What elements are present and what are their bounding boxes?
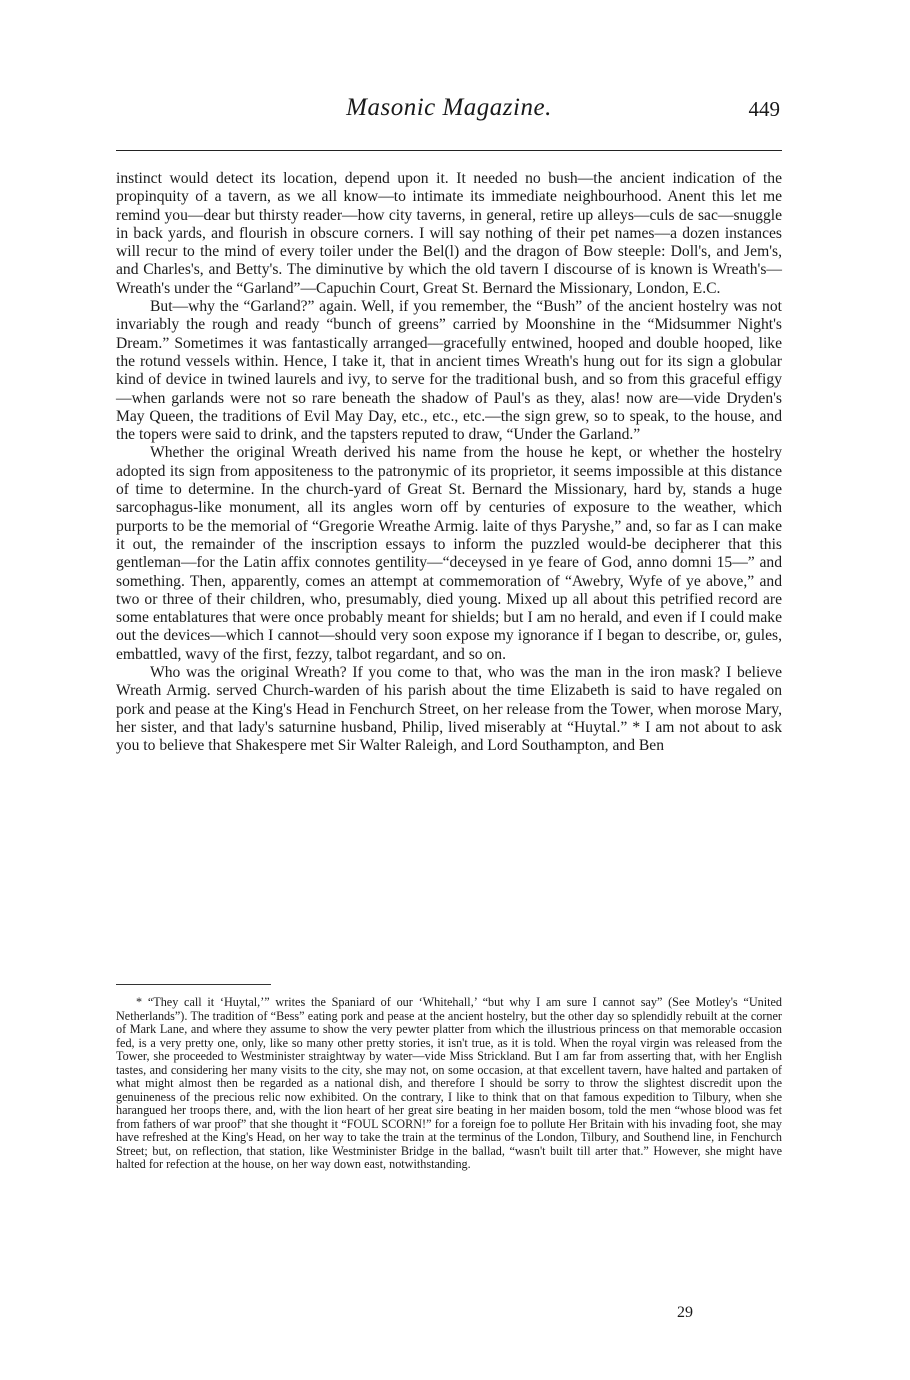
- footnote: [116, 996, 782, 1172]
- paragraph-3: Whether the original Wreath derived his name from the house he kept, or whether the hostelry adopted its sign from appositeness to the patronymic of its proprietor, it seems impossible at this distance of time to determine. In the church-yard of Great St. Bernard the Missionary, hard by, stands a huge sarcophagus-like monument, all its angles worn off by centuries of exposure to the weather, which purports to be the memorial of “Gregorie Wreathe Armig. laite of thys Paryshe,” and, so far as I can make it out, the remainder of the inscription essays to inform the puzzled would-be decipherer that this gentleman—for the Latin affix connotes gentility—“deceysed in ye feare of God, anno domni 15—” and something. Then, apparently, comes an attempt at commemoration of “Awebry, Wyfe of ye above,” and two or three of their children, who, presumably, died young. Mixed up all about this petrified record are some entablatures that were once probably meant for shields; but I am no herald, and even if I could make out the devices—which I cannot—should very soon expose my ignorance if I began to describe, or, gules, embattled, wavy of the first, fezzy, talbot regardant, and so on.: [116, 444, 782, 663]
- running-title: Masonic Magazine.: [346, 94, 552, 121]
- paragraph-1: instinct would detect its location, depend upon it. It needed no bush—the ancient indication of the propinquity of a tavern, as we all know—to intimate its immediate neighbourhood. Anent this let me remind you—dear but thirsty reader—how city taverns, in general, retire up alleys—culs de sac—snuggle in back yards, and flourish in obscure corners. I will say nothing of their pet names—a dozen instances will recur to the mind of every toiler under the Bel(l) and the dragon of Bow steeple: Doll's, and Jem's, and Charles's, and Betty's. The diminutive by which the old tavern I discourse of is known is Wreath's—Wreath's under the “Garland”—Capuchin Court, Great St. Bernard the Missionary, London, E.C.: [116, 170, 782, 297]
- signature-mark: 29: [677, 1304, 693, 1321]
- footnote-rule: [116, 984, 271, 985]
- header-rule: [116, 150, 782, 151]
- paragraph-2: But—why the “Garland?” again. Well, if you remember, the “Bush” of the ancient hostelry was not invariably the rough and ready “bunch of greens” carried by Moonshine in the “Midsummer Night's Dream.” Sometimes it was fantastically arranged—gracefully entwined, hooped and double hooped, like the rotund vessels within. Hence, I take it, that in ancient times Wreath's hung out for its sign a globular kind of device in twined laurels and ivy, to serve for the traditional bush, and so from this graceful effigy—when garlands were not so rare beneath the shadow of Paul's as they, alas! now are—vide Dryden's May Queen, the traditions of Evil May Day, etc., etc., etc.—the sign grew, so to speak, to the house, and the topers were said to drink, and the tapsters reputed to draw, “Under the Garland.”: [116, 298, 782, 444]
- paragraph-4: Who was the original Wreath? If you come to that, who was the man in the iron mask? I believe Wreath Armig. served Church-warden of his parish about the time Elizabeth is said to have regaled on pork and pease at the King's Head in Fenchurch Street, on her release from the Tower, when morose Mary, her sister, and that lady's saturnine husband, Philip, lived miserably at “Huytal.” * I am not about to ask you to believe that Shakespere met Sir Walter Raleigh, and Lord Southampton, and Ben: [116, 664, 782, 755]
- page-number: 449: [748, 97, 780, 121]
- footnote-text: * “They call it ‘Huytal,’” writes the Spaniard of our ‘Whitehall,’ “but why I am sure I cannot say” (See Motley's “United Netherlands”). The tradition of “Bess” eating pork and pease at the ancient hostelry, but the other day so splendidly rebuilt at the corner of Mark Lane, and where they assume to show the very pewter platter from which the illustrious princess on that memorable occasion fed, is a very pretty one, only, like so many other pretty stories, it isn't true, as it is told. When the royal virgin was released from the Tower, she proceeded to Westminister straightway by water—vide Miss Strickland. But I am far from asserting that, with her English tastes, and considering her many visits to the city, she may not, on some occasion, at that excellent tavern, have halted and partaken of what might almost then be regarded as a national dish, and therefore I should be sorry to throw the slightest discredit upon the genuineness of the precious relic now exhibited. On the contrary, I like to think that on that famous expedition to Tilbury, when she harangued her troops there, and, with the lion heart of her great sire beating in her maiden bosom, told the men “whose blood was fet from fathers of war proof” that she thought it “FOUL SCORN!” for a foreign foe to pollute Her Britain with his invading foot, she may have refreshed at the King's Head, on her way to take the train at the terminus of the London, Tilbury, and Southend line, in Fenchurch Street; but, on reflection, that station, like Westminister Bridge in the ballad, “wasn't built till arter that.” However, she might have halted for refection at the house, on her way down east, notwithstanding.: [116, 995, 782, 1171]
- body-text: [116, 170, 782, 756]
- page-header: [116, 92, 782, 132]
